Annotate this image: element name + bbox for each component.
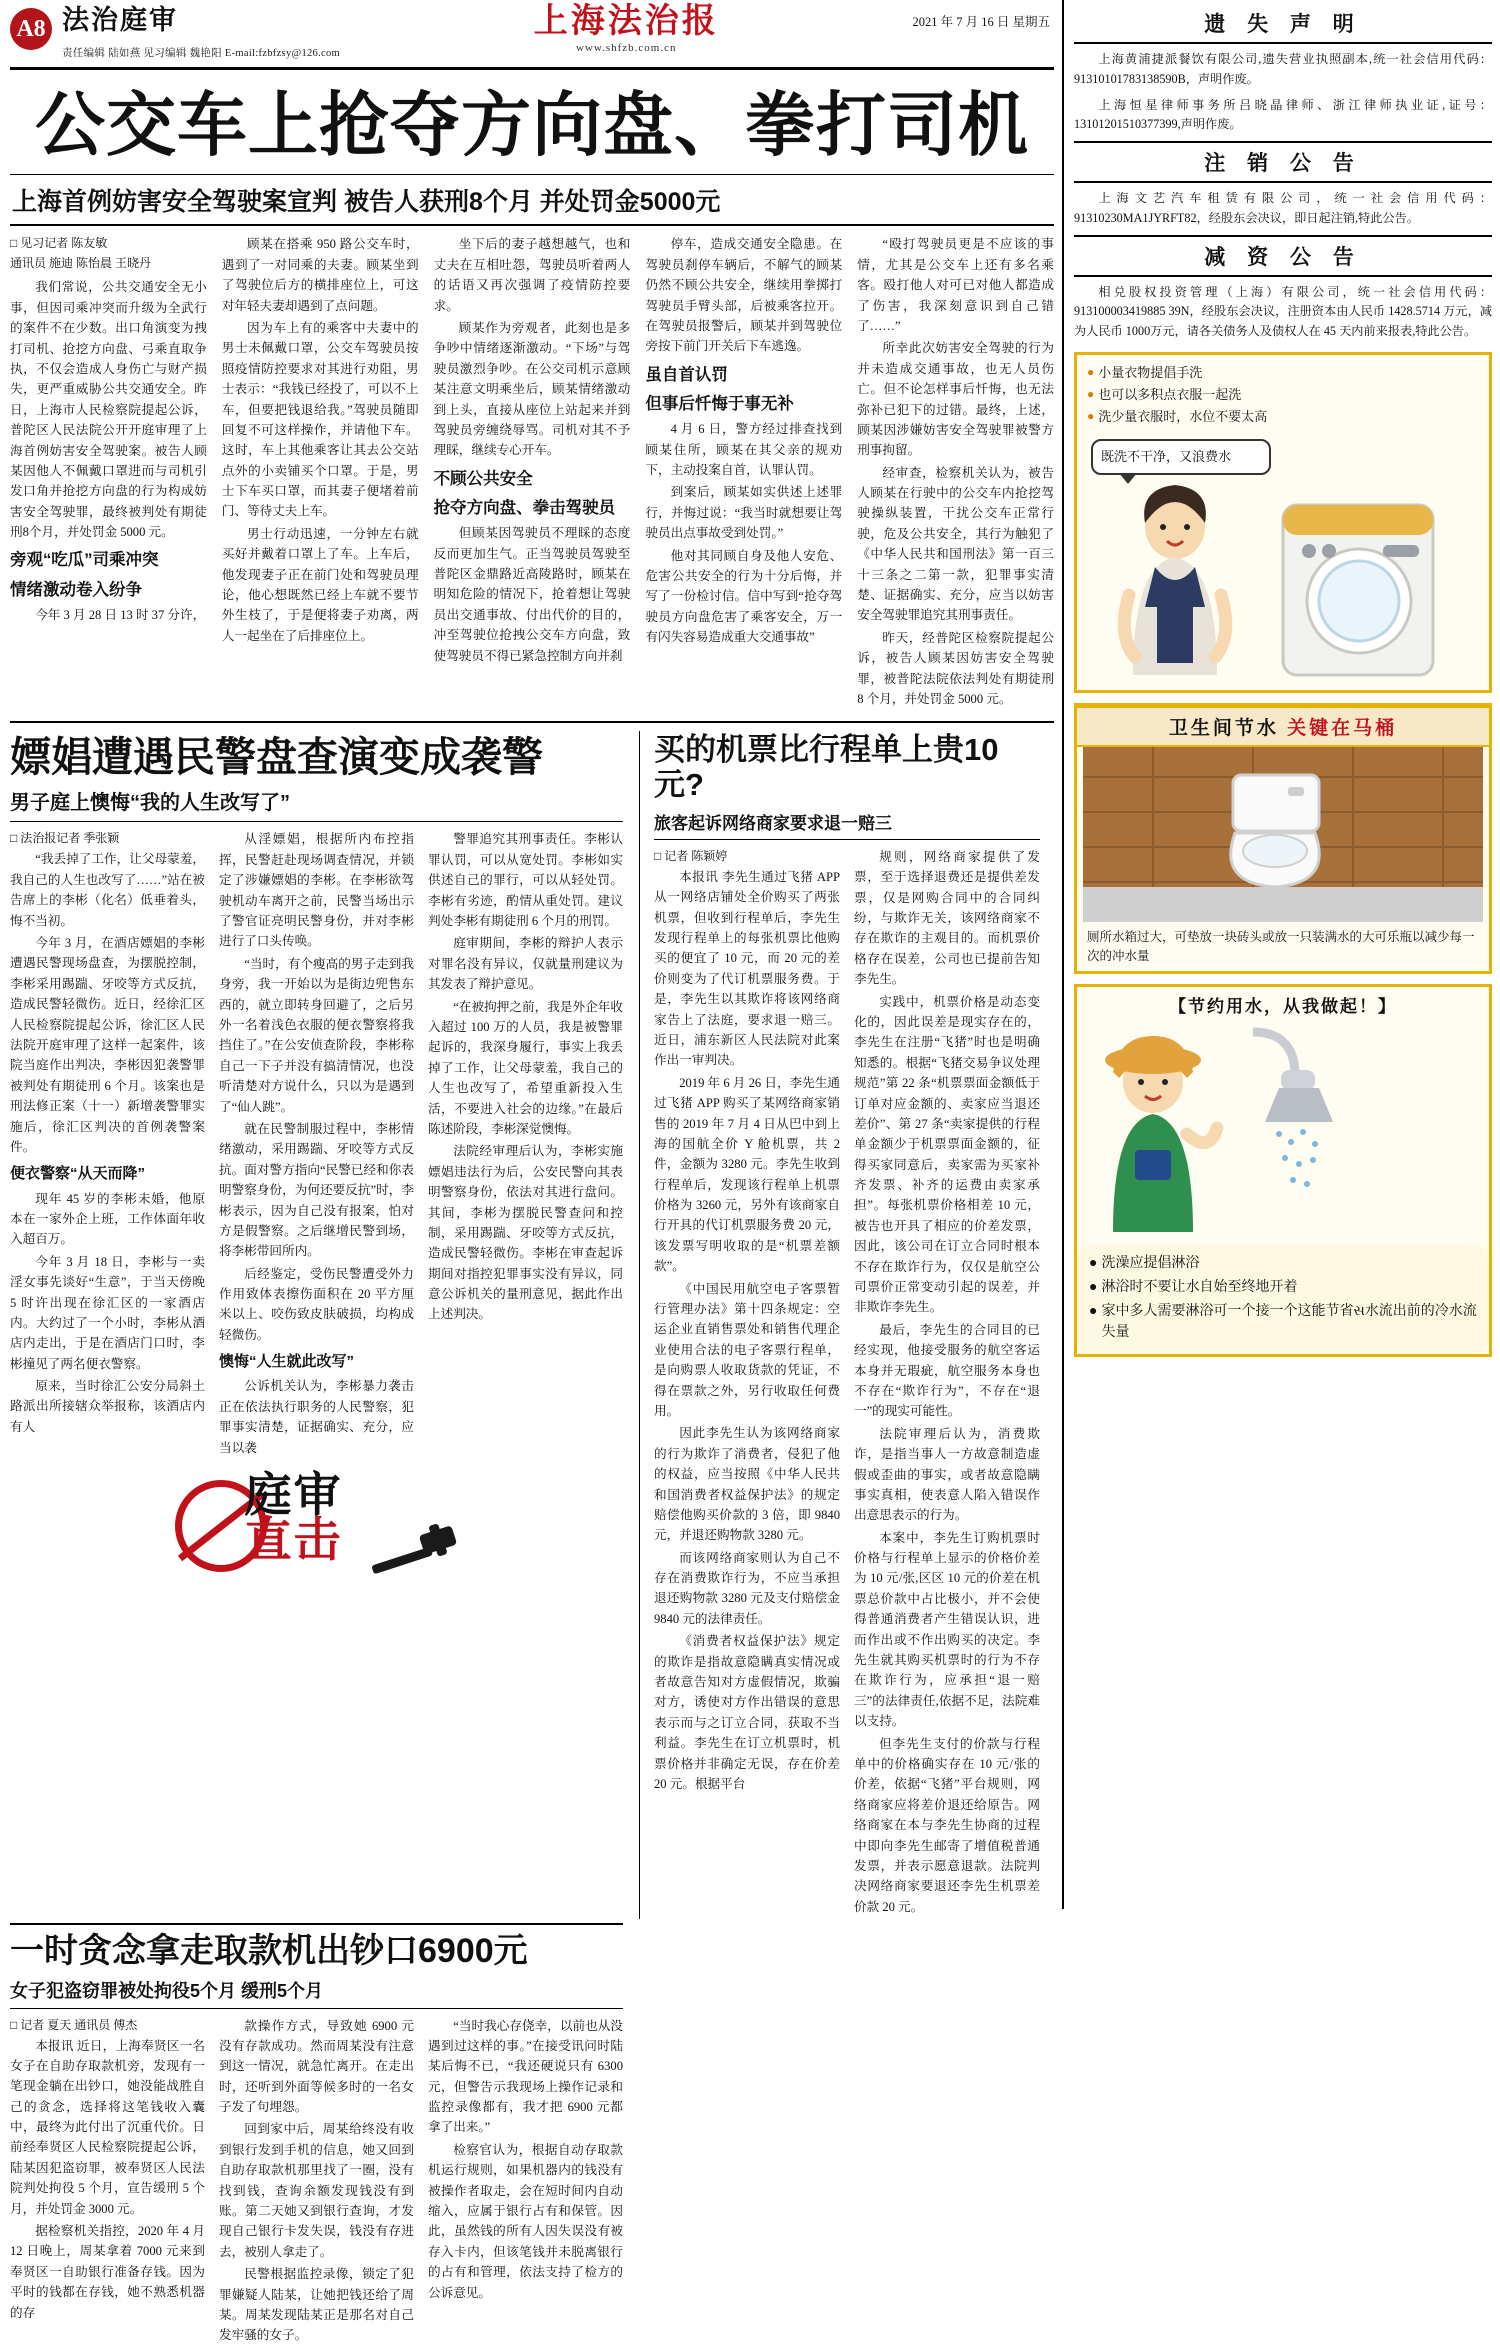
story2-columns <box>10 829 623 1460</box>
lead-subhead: 上海首例妨害安全驾驶案宣判 被告人获刑8个月 并处罚金5000元 <box>12 188 721 217</box>
divider <box>10 721 1054 723</box>
paragraph: 顾某在搭乘 950 路公交车时，遇到了一对同乘的夫妻。顾某坐到了驾驶位后方的横排座位上，可这对年轻夫妻却遇到了点问题。 <box>221 237 419 313</box>
notice-title-reduce: 减 资 公 告 <box>1074 237 1492 277</box>
bullet-item: ● 小量衣物提倡手洗 <box>1087 364 1203 380</box>
ad2-note: 厕所水箱过大，可垫放一块砖头或放一只装满水的大可乐瓶以减少每一次的冲水量 <box>1087 929 1475 963</box>
paragraph: “当时，有个瘦高的男子走到我身旁，我一开始以为是街边兜售东西的，就立即转身回避了，之后另外一名着浅色衣服的便衣警察将我挡住了。”在公安侦查阶段，李彬称自己一下子并没有搞清情况，也没听清楚对方说什么，只以为是遇到了“仙人跳”。 <box>219 956 414 1114</box>
notice-title-cancel: 注 销 公 告 <box>1074 143 1492 183</box>
story3-headline: 买的机票比行程单上贵10元? <box>654 732 999 803</box>
lead-headline: 公交车上抢夺方向盘、拳打司机 <box>35 86 1029 164</box>
paragraph: 民警根据监控录像，锁定了犯罪嫌疑人陆某，让她把钱还给了周某。周某发现陆某正是那名对自己发牢骚的女子。 <box>219 2267 414 2343</box>
divider <box>10 1923 623 1925</box>
paragraph: 规则，网络商家提供了发票，至于选择退费还是提供差发票，仅是网购合同中的合同纠纷，与欺诈无关，该网络商家不存在欺诈的主观目的。而机票价格存在误差，公司也已提前告知李先生。 <box>854 849 1040 987</box>
paragraph: 就在民警制服过程中，李彬情绪激动，采用踢踹、牙咬等方式反抗。面对警方指向“民警已经和你表明警察身份，为何还要反抗”时，李彬表示，因为自己没有报案，怕对方是假警察。之后继增民警到场，将李彬带回所内。 <box>219 1121 414 1259</box>
tip-item: ● 家中多人需要淋浴可一个接一个这能节省સ水流出前的冷水流失量 <box>1089 1301 1477 1344</box>
paragraph: 我们常说，公共交通安全无小事，但因司乘冲突而升级为全武行的案件不在少数。出口角演变为拽打司机、抢挖方向盘、弓乘直取争执，不仅会造成人身伤亡与财产损失，更严重威胁公共交通安全。昨日，上海市人民检察院提起公诉，普陀区人民法院公开开庭审理了上海首例妨害安全驾驶案。被告人顾某因他人不佩戴口罩进而与司机引发口角并抢挖方向盘的行为构成妨害安全驾驶罪，最终被判处有期徒刑8个月，并处罚金 5000 元。 <box>10 280 207 540</box>
paragraph: 本报讯 李先生通过飞猪 APP 从一网络店铺处全价购买了两张机票，但收到行程单后，李先生发现行程单上的每张机票比他购买的便宜了 10 元，而 20 元的差价则变为了代订机票服务费。于是，李先生以其欺诈将该网络商家告上了法庭，要求退一赔三。近日，浦东新区人民法院对此案作出一审判决。 <box>654 869 840 1068</box>
paragraph: 昨天，经普陀区检察院提起公诉，被告人顾某因妨害安全驾驶罪，被普陀法院依法判处有期徒刑 8 个月，并处罚金 5000 元。 <box>857 630 1054 706</box>
paragraph: 本案中，李先生订购机票时价格与行程单上显示的价格价差为 10 元/张,区区 10 元的价差在机票总价款中占比极小，并不会使得普通消费者产生错误认识，进而作出或不作出购买的决定。李先生就其购买机票时的行为不存在欺诈行为，应承担“退一赔三”的法律责任,依据不足，法院难以支持。 <box>854 1530 1040 1729</box>
stamp-text: 庭审 直击 <box>244 1468 343 1567</box>
paragraph: 所幸此次妨害安全驾驶的行为并未造成交通事故，也无人员伤亡。但不论怎样事后忏悔，也无法弥补已犯下的过错。最终，上述，顾某因涉嫌妨害安全驾驶罪被警方刑事拘留。 <box>857 341 1054 458</box>
paragraph: 4 月 6 日，警方经过排查找到顾某住所，顾某在其父亲的规劝下，主动投案自首，认罪认罚。 <box>645 422 843 478</box>
ad1-bullets <box>1077 355 1489 435</box>
paragraph: 检察官认为，根据自动存取款机运行规则，如果机器内的钱没有被操作者取走，会在短时间内自动缩入，应属于银行占有和保管。因此，虽然钱的所有人因失误没有被存入卡内，但该笔钱并未脱离银行的占有和管理，依法支持了检方的公诉意见。 <box>428 2142 623 2300</box>
notice-paragraph: 上海恒星律师事务所吕晓晶律师、浙江律师执业证,证号：13101201510377399,声明作废。 <box>1074 97 1492 132</box>
paragraph: 因此李先生认为该网络商家的行为欺诈了消费者，侵犯了他的权益，应当按照《中华人民共和国消费者权益保护法》的规定赔偿他购买价款的 3 倍，即 9840 元，并退还购物款 3280 元。 <box>654 1426 840 1543</box>
lead-byline2: 通讯员 施迪 陈怡晨 王晓丹 <box>10 256 152 271</box>
paragraph: 法院经审理后认为，李彬实施嫖娼违法行为后，公安民警向其表明警察身份，依法对其进行盘问。其间，李彬为摆脱民警查问和控制，采用踢踹、牙咬等方式反抗，造成民警轻微伤。李彬在审查起诉期间对指控犯罪事实没有异议，同意公诉机关的量刑意见，据此作出上述判决。 <box>428 1144 623 1322</box>
lead-sub-4: 抢夺方向盘、拳击驾驶员 <box>433 498 616 517</box>
paper-logo-block <box>340 4 912 54</box>
notice-paragraph: 上海文艺汽车租赁有限公司，统一社会信用代码：91310230MA1JYRFT82，经股东会决议，即日起注销,特此公告。 <box>1074 191 1492 225</box>
paragraph: 到案后，顾某如实供述上述罪行，并悔过说：“我当时就想要让驾驶员出点事故受到处罚。” <box>645 485 843 541</box>
story2-sub-2: 懊悔“人生就此改写” <box>219 1353 355 1371</box>
shower-head-icon <box>1233 1022 1353 1237</box>
paragraph: 今年 3 月 18 日，李彬与一卖淫女事先谈好“生意”，于当天傍晚 5 时许出现在徐汇区的一家酒店内。大约过了一个小时，李彬从酒店内走出，于是在酒店门口时，李彬撞见了两名便衣警察。 <box>10 1254 205 1371</box>
story3-col-2 <box>854 847 1040 1919</box>
lead-col-2 <box>222 234 419 711</box>
toilet <box>1231 775 1320 887</box>
paragraph: 原来，当时徐汇公安分局斜土路派出所接辖众举报称，该酒店内有人 <box>10 1379 205 1434</box>
mid-zone <box>10 731 1054 1919</box>
paragraph: 坐下后的妻子越想越气，也和丈夫在互相吐怨，驾驶员听着两人的话语又再次强调了疫情防控要求。 <box>433 237 631 313</box>
ad1-speech-bubble: 既洗不干净，又浪费水 <box>1091 439 1271 475</box>
bullet-dot-icon: ● <box>1089 1256 1098 1272</box>
bullet-dot-icon: ● <box>1089 1280 1098 1295</box>
lead-sub-2: 情绪激动卷入纷争 <box>10 580 142 599</box>
issue-date: 2021 年 7 月 16 日 星期五 <box>912 15 1050 29</box>
page-badge: A8 <box>10 8 52 50</box>
paragraph: 回到家中后，周某给终没有收到银行发到手机的信息，她又回到自助存取款机那里找了一圈，没有找到钱，查询余额发现钱没有到账。第二天她又到银行查询，才发现自己银行卡发失误，钱没有存进去，被别人拿走了。 <box>219 2122 414 2259</box>
paragraph: 但顾某因驾驶员不理睬的态度反而更加生气。正当驾驶员驾驶至普陀区金鼎路近高陵路时，顾某在明知危险的情况下，抢着想让驾驶员出交通事故、付出代价的目的，冲至驾驶位抢拽公交车方向盘，致使驾驶员不得已紧急控制方向并刹 <box>433 526 631 663</box>
notice-paragraph: 上海黄浦捷派餐饮有限公司,遗失营业执照副本,统一社会信用代码：91310101783138590B，声明作废。 <box>1074 52 1492 86</box>
lead-sub-6: 但事后忏悔于事无补 <box>645 395 794 413</box>
story3-subhead: 旅客起诉网络商家要求退一赔三 <box>654 813 892 833</box>
paragraph: 而该网络商家则认为自己不存在消费欺诈行为，不应当承担退还购物款 3280 元及支付赔偿金 9840 元的法律责任。 <box>654 1550 840 1626</box>
paper-url[interactable]: www.shfzb.com.cn <box>575 41 677 54</box>
tip-item: ● 淋浴时不要让水自始至终地开着 <box>1089 1277 1477 1299</box>
divider <box>10 174 1054 175</box>
paragraph: 顾某作为旁观者，此刻也是多争吵中情绪逐渐激动。“下场”与驾驶员激烈争吵。在公交司机示意顾某注意文明乘坐后，顾某情绪激动到上头，直接从座位上站起来并到驾驶员旁缠绕辱骂。司机对其不予理睬，继续专心开车。 <box>433 320 631 458</box>
bullet-dot-icon: ● <box>1087 364 1095 379</box>
story2-subhead: 男子庭上懊悔“我的人生改写了” <box>10 792 290 815</box>
ad-water-saving-shower <box>1074 984 1492 1357</box>
story2-sub-1: 便衣警察“从天而降” <box>10 1165 146 1183</box>
ad3-cta: 【节约用水，从我做起！】 <box>1169 997 1397 1017</box>
divider <box>10 224 1054 226</box>
ad-water-saving-toilet <box>1074 703 1492 975</box>
story4-subhead: 女子犯盗窃罪被处拘役5个月 缓刑5个月 <box>10 1980 324 2001</box>
editor-credits: 责任编辑 陆如燕 见习编辑 魏艳阳 E-mail:fzbfzsy@126.com <box>62 47 341 59</box>
story3-columns <box>654 847 1040 1919</box>
story4-columns <box>10 2016 623 2348</box>
paragraph: “我丢掉了工作，让父母蒙羞，我自己的人生也改写了……”站在被告席上的李彬（化名）低垂着头，悔不当初。 <box>10 852 205 928</box>
story4-col-2 <box>219 2016 414 2348</box>
paragraph: “当时我心存侥幸，以前也从没遇到过这样的事。”在接受讯问时陆某后悔不已，“我还硬说只有 6300 元，但警告示我现场上操作记录和监控录像都有，我才把 6900 元都拿了出来。” <box>428 2018 623 2135</box>
paragraph: 因为车上有的乘客中夫妻中的男士未佩戴口罩，公交车驾驶员按照疫情防控要求对其进行劝阻，男士表示：“我钱已经投了，可以不上车，但要把钱退给我。”驾驶员随即回复不可这样操作，并请他下车。这时，车上其他乘客让其去公交站点外的小卖铺买个口罩。于是，男士下车买口罩，而其妻子便堵着前门、等待丈夫上车。 <box>221 320 419 519</box>
paragraph: 但李先生支付的价款与行程单中的价格确实存在 10 元/张的价差，依据“飞猪”平台规则，网络商家应将差价退还给原告。网络商家在本与李先生协商的过程中即向李先生邮寄了增值税普通发票，并表示愿意退款。法院判决网络商家要退还李先生机票差价款 20 元。 <box>854 1736 1040 1914</box>
paragraph: 今年 3 月，在酒店嫖娼的李彬遭遇民警现场盘查，为摆脱控制，李彬采用踢踹、牙咬等方式反抗，造成民警轻微伤。近日，经徐汇区人民检察院提起公诉，徐汇区人民法院开庭审理了这样一起案件，该院当庭作出判决，李彬因犯袭警罪被判处有期徒刑 6 个月。该案也是刑法修正案（十一）新增袭警罪实施后，徐汇区判决的首例袭警案件。 <box>10 936 205 1154</box>
divider <box>10 2008 623 2009</box>
washing-machine <box>1283 505 1433 675</box>
ad2-band: 卫生间节水 关键在马桶 <box>1077 706 1489 747</box>
lead-col-1 <box>10 234 207 711</box>
story4-col-1 <box>10 2016 205 2348</box>
bullet-dot-icon: ● <box>1087 409 1095 424</box>
lead-col-5 <box>857 234 1054 711</box>
tip-item: ● 洗澡应提倡淋浴 <box>1089 1253 1477 1275</box>
paragraph: 警罪追究其刑事责任。李彬认罪认罚，可以从宽处罚。李彬如实供述自己的罪行，可以从轻处罚。李彬有劣迹，酌情从重处罚。建议判处李彬有期徒刑 6 个月的刑罚。 <box>428 832 623 929</box>
lead-columns <box>10 234 1054 711</box>
divider <box>10 821 623 822</box>
paragraph: 从淫嫖娼，根据所内布控指挥，民警赶赴现场调查情况，并锁定了涉嫌嫖娼的李彬。在李彬欲驾驶机动车离开之前，民警当场出示了警官证亮明民警身份，并对李彬进行了口头传唤。 <box>219 832 414 949</box>
bullet-dot-icon: ● <box>1087 387 1095 402</box>
paragraph: 据检察机关指控，2020 年 4 月 12 日晚上，周某拿着 7000 元来到奉贤区一自助银行准备存钱。因为平时的钱都在存钱，她不熟悉机器的存 <box>10 2224 205 2320</box>
paragraph: 后经鉴定，受伤民警遭受外力作用致体表擦伤面积在 20 平方厘米以上、咬伤致皮肤破损，均构成轻微伤。 <box>219 1266 414 1342</box>
bullet-item: ● 洗少量衣服时，水位不要太高 <box>1087 409 1268 425</box>
notice-paragraph: 相兑股权投资管理（上海）有限公司，统一社会信用代码：913100003419885 39N，经股东会决议，注册资本由人民币 1428.5714 万元，减为人民币 1000万元，请各关债务人及债权人在 45 天内前来报表,特此公告。 <box>1074 284 1492 339</box>
story4-headline: 一时贪念拿走取款机出钞口6900元 <box>10 1932 528 1971</box>
paragraph: 今年 3 月 28 日 13 时 37 分许， <box>35 608 206 622</box>
paragraph: 法院审理后认为，消费欺诈，是指当事人一方故意制造虚假或歪曲的事实，或者故意隐瞒事实真相，使表意人陷入错误作出意思表示的行为。 <box>854 1426 1040 1523</box>
story2-col-2 <box>219 829 414 1460</box>
toilet-illustration <box>1083 747 1483 922</box>
masthead <box>10 3 1054 70</box>
paragraph: 他对其同顾自身及他人安危、危害公共安全的行为十分后悔，并写了一份检讨信。信中写到“抢夺驾驶员方向盘危害了乘客安全，万一有闪失容易造成重大交通事故” <box>645 548 843 645</box>
story4-col-3 <box>428 2016 623 2348</box>
lead-col-3 <box>434 234 631 711</box>
paragraph: “在被拘押之前，我是外企年收入超过 100 万的人员，我是被警罪起诉的，我深身履行，事实上我丢掉了工作，让父母蒙羞，我自己的人生也改写了，希望重新投入生活，不要进入社会的边缘。”在最后陈述阶段，李彬深觉懊悔。 <box>428 999 623 1136</box>
story-2 <box>10 731 623 1919</box>
story2-byline: □ 法治报记者 季张颖 <box>10 829 205 846</box>
paper-logo: 上海法治报 <box>533 3 719 40</box>
paragraph: “殴打驾驶员更是不应该的事情，尤其是公交车上还有多名乘客。殴打他人对可已对他人都造成了伤害，我深刻意识到自己错了……” <box>857 237 1054 333</box>
story-4 <box>10 1933 623 2348</box>
story2-col-1 <box>10 829 205 1460</box>
story2-col-3 <box>428 829 623 1460</box>
paragraph: 公诉机关认为，李彬暴力袭击正在依法执行职务的人民警察，犯罪事实清楚，证据确实、充分，应当以袭 <box>219 1379 414 1455</box>
paragraph: 现年 45 岁的李彬未婚，他原本在一家外企上班，工作体面年收入超百万。 <box>10 1191 205 1247</box>
woman-figure <box>1124 485 1226 675</box>
paragraph: 经审查，检察机关认为，被告人顾某在行驶中的公交车内抢挖驾驶操纵装置，干扰公交车正常行驶，危及公共安全，其行为触犯了《中华人民共和国刑法》第一百三十三条之二第一款，犯罪事实清楚、证据确实、充分，应当以妨害安全驾驶罪追究其刑事责任。 <box>857 465 1054 623</box>
paragraph: 《中国民用航空电子客票暂行管理办法》第十四条规定：空运企业直销售票处和销售代理企业使用合法的电子客票行程单，是向购票人收取货款的凭证，不得在票款之外，另行收取任何费用。 <box>654 1281 840 1418</box>
paragraph: 本报讯 近日，上海奉贤区一名女子在自助存取款机旁，发现有一笔现金躺在出钞口，她没能战胜自己的贪念，选择将这笔钱收入囊中，最终为此付出了沉重代价。日前经奉贤区人民检察院提起公诉，陆某因犯盗窃罪，被奉贤区人民法院判处拘役 5 个月，宣告缓刑 5 个月，并处罚金 3000 元。 <box>10 2038 205 2216</box>
story3-byline: □ 记者 陈颖婷 <box>654 847 840 864</box>
lead-sub-5: 虽自首认罚 <box>645 365 728 384</box>
lead-byline: □ 见习记者 陈友敏 <box>10 234 207 251</box>
paragraph: 男士行动迅速，一分钟左右就买好并戴着口罩上了车。上车后，他发现妻子正在前门处和驾驶员理论，他心想既然已经上车就不要节外生枝了，于是便将妻子劝离，两人一起坐在了后排座位上。 <box>221 526 419 643</box>
paragraph: 《消费者权益保护法》规定的欺诈是指故意隐瞒真实情况或者故意告知对方虚假情况，欺骗对方，诱使对方作出错误的意思表示而与之订立合同，获取不当利益。李先生在订立机票时，机票价格并非确定无误，存在价差 20 元。根据平台 <box>654 1634 840 1791</box>
paragraph: 最后，李先生的合同目的已经实现，他接受服务的航空客运本身并无瑕疵，航空服务本身也不存在“欺诈行为”，不存在“退一”的现实可能性。 <box>854 1322 1040 1419</box>
ad-water-saving-laundry <box>1074 352 1492 693</box>
lead-sub-3: 不顾公共安全 <box>433 469 533 488</box>
lead-sub-1: 旁观“吃瓜”司乘冲突 <box>10 551 159 570</box>
paragraph: 实践中，机票价格是动态变化的，因此误差是现实存在的，李先生在注册“飞猪”时也是明确知悉的。根据“飞猪交易争议处理规范”第 22 条“机票票面金额低于订单对应金额的、卖家应当退还差价”、第 27 条“卖家提供的行程单金额少于机票票面金额的，征得买家同意后，卖家需为买家补齐发票、补齐的运费由卖家承担”。每张机票价格相差 10 元，被告也开具了相应的价差发票，因此，该公司在订立合同时根本不存在欺诈行为，仅仅是航空公司票价正常变动引起的误差，并非欺诈李先生。 <box>854 994 1040 1315</box>
bullet-item: ● 也可以多积点衣服一起洗 <box>1087 387 1242 403</box>
divider <box>654 839 1040 840</box>
section-block <box>62 6 340 60</box>
paragraph: 停车，造成交通安全隐患。在驾驶员刹停车辆后，不解气的顾某仍然不顾公共安全，继续用拳掷打驾驶员手臂头部，后被乘客拉开。在驾驶员报警后，顾某并到驾驶位旁按下前门开关后下车逃逸。 <box>645 237 843 354</box>
bullet-dot-icon: ● <box>1089 1303 1098 1319</box>
tingshen-zhiji-stamp <box>167 1466 467 1586</box>
right-rail <box>1062 0 1500 1909</box>
gavel-icon <box>363 1522 473 1582</box>
paragraph: 2019 年 6 月 26 日，李先生通过飞猪 APP 购买了某网络商家销售的 2019 年 7 月 4 日从巴中到上海的国航全价 Y 舱机票，共 2 件，金额为 3280 元。李先生收到行程单后，发现该行程单上机票价格为 3260 元，另外有该商家自行开具的代订机票服务费 20 元，该发票写明收取的是“机票差额款”。 <box>654 1075 840 1274</box>
woman-shower-illustration <box>1083 1022 1233 1237</box>
story4-byline: □ 记者 夏天 通讯员 傅杰 <box>10 2016 205 2033</box>
ad3-tips <box>1077 1245 1489 1354</box>
story2-headline: 嫖娼遭遇民警盘查演变成袭警 <box>10 734 543 781</box>
lead-col-4 <box>645 234 842 711</box>
story-3 <box>639 731 1040 1919</box>
paragraph: 款操作方式，导致她 6900 元没有存款成功。然而周某没有注意到这一情况，就急忙离开。在走出时，还听到外面等候多时的一名女子发了句埋怨。 <box>219 2018 414 2115</box>
washing-machine-illustration <box>1083 475 1483 690</box>
paragraph: 庭审期间，李彬的辩护人表示对罪名没有异议，仅就量刑建议为其发表了辩护意见。 <box>428 936 623 992</box>
story3-col-1 <box>654 847 840 1919</box>
section-title: 法治庭审 <box>62 5 178 35</box>
notice-title-lost: 遗 失 声 明 <box>1074 4 1492 44</box>
